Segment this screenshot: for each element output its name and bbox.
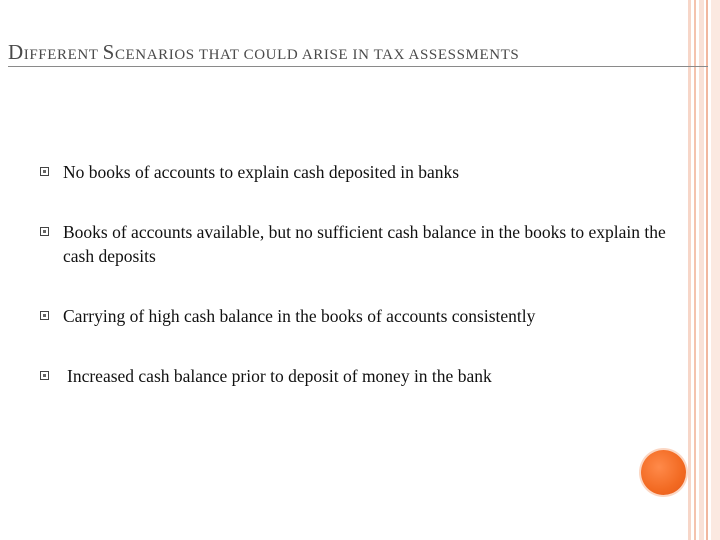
title-initial-s: S xyxy=(102,40,115,64)
square-bullet-icon xyxy=(40,227,49,236)
square-bullet-icon xyxy=(40,167,49,176)
title-underline xyxy=(8,66,708,67)
title-part-2: CENARIOS THAT COULD ARISE IN TAX ASSESSMENTS xyxy=(114,47,520,63)
square-bullet-icon xyxy=(40,311,49,320)
decor-stripe xyxy=(699,0,704,540)
decor-stripe xyxy=(706,0,708,540)
square-bullet-icon xyxy=(40,371,49,380)
bullet-text: Carrying of high cash balance in the books of accounts consistently xyxy=(63,306,536,326)
decor-stripe xyxy=(688,0,691,540)
slide-title xyxy=(8,40,708,65)
decor-stripe xyxy=(711,0,720,540)
bullet-text: No books of accounts to explain cash deposited in banks xyxy=(63,162,460,182)
decor-stripe xyxy=(694,0,696,540)
orange-circle-icon xyxy=(641,450,686,495)
bullet-text: Books of accounts available, but no sufficient cash balance in the books to explain the cash deposits xyxy=(63,222,666,266)
title-part-1: IFFERENT xyxy=(23,47,103,63)
bullet-text: Increased cash balance prior to deposit of money in the bank xyxy=(67,366,492,386)
title-initial-d: D xyxy=(8,40,24,64)
